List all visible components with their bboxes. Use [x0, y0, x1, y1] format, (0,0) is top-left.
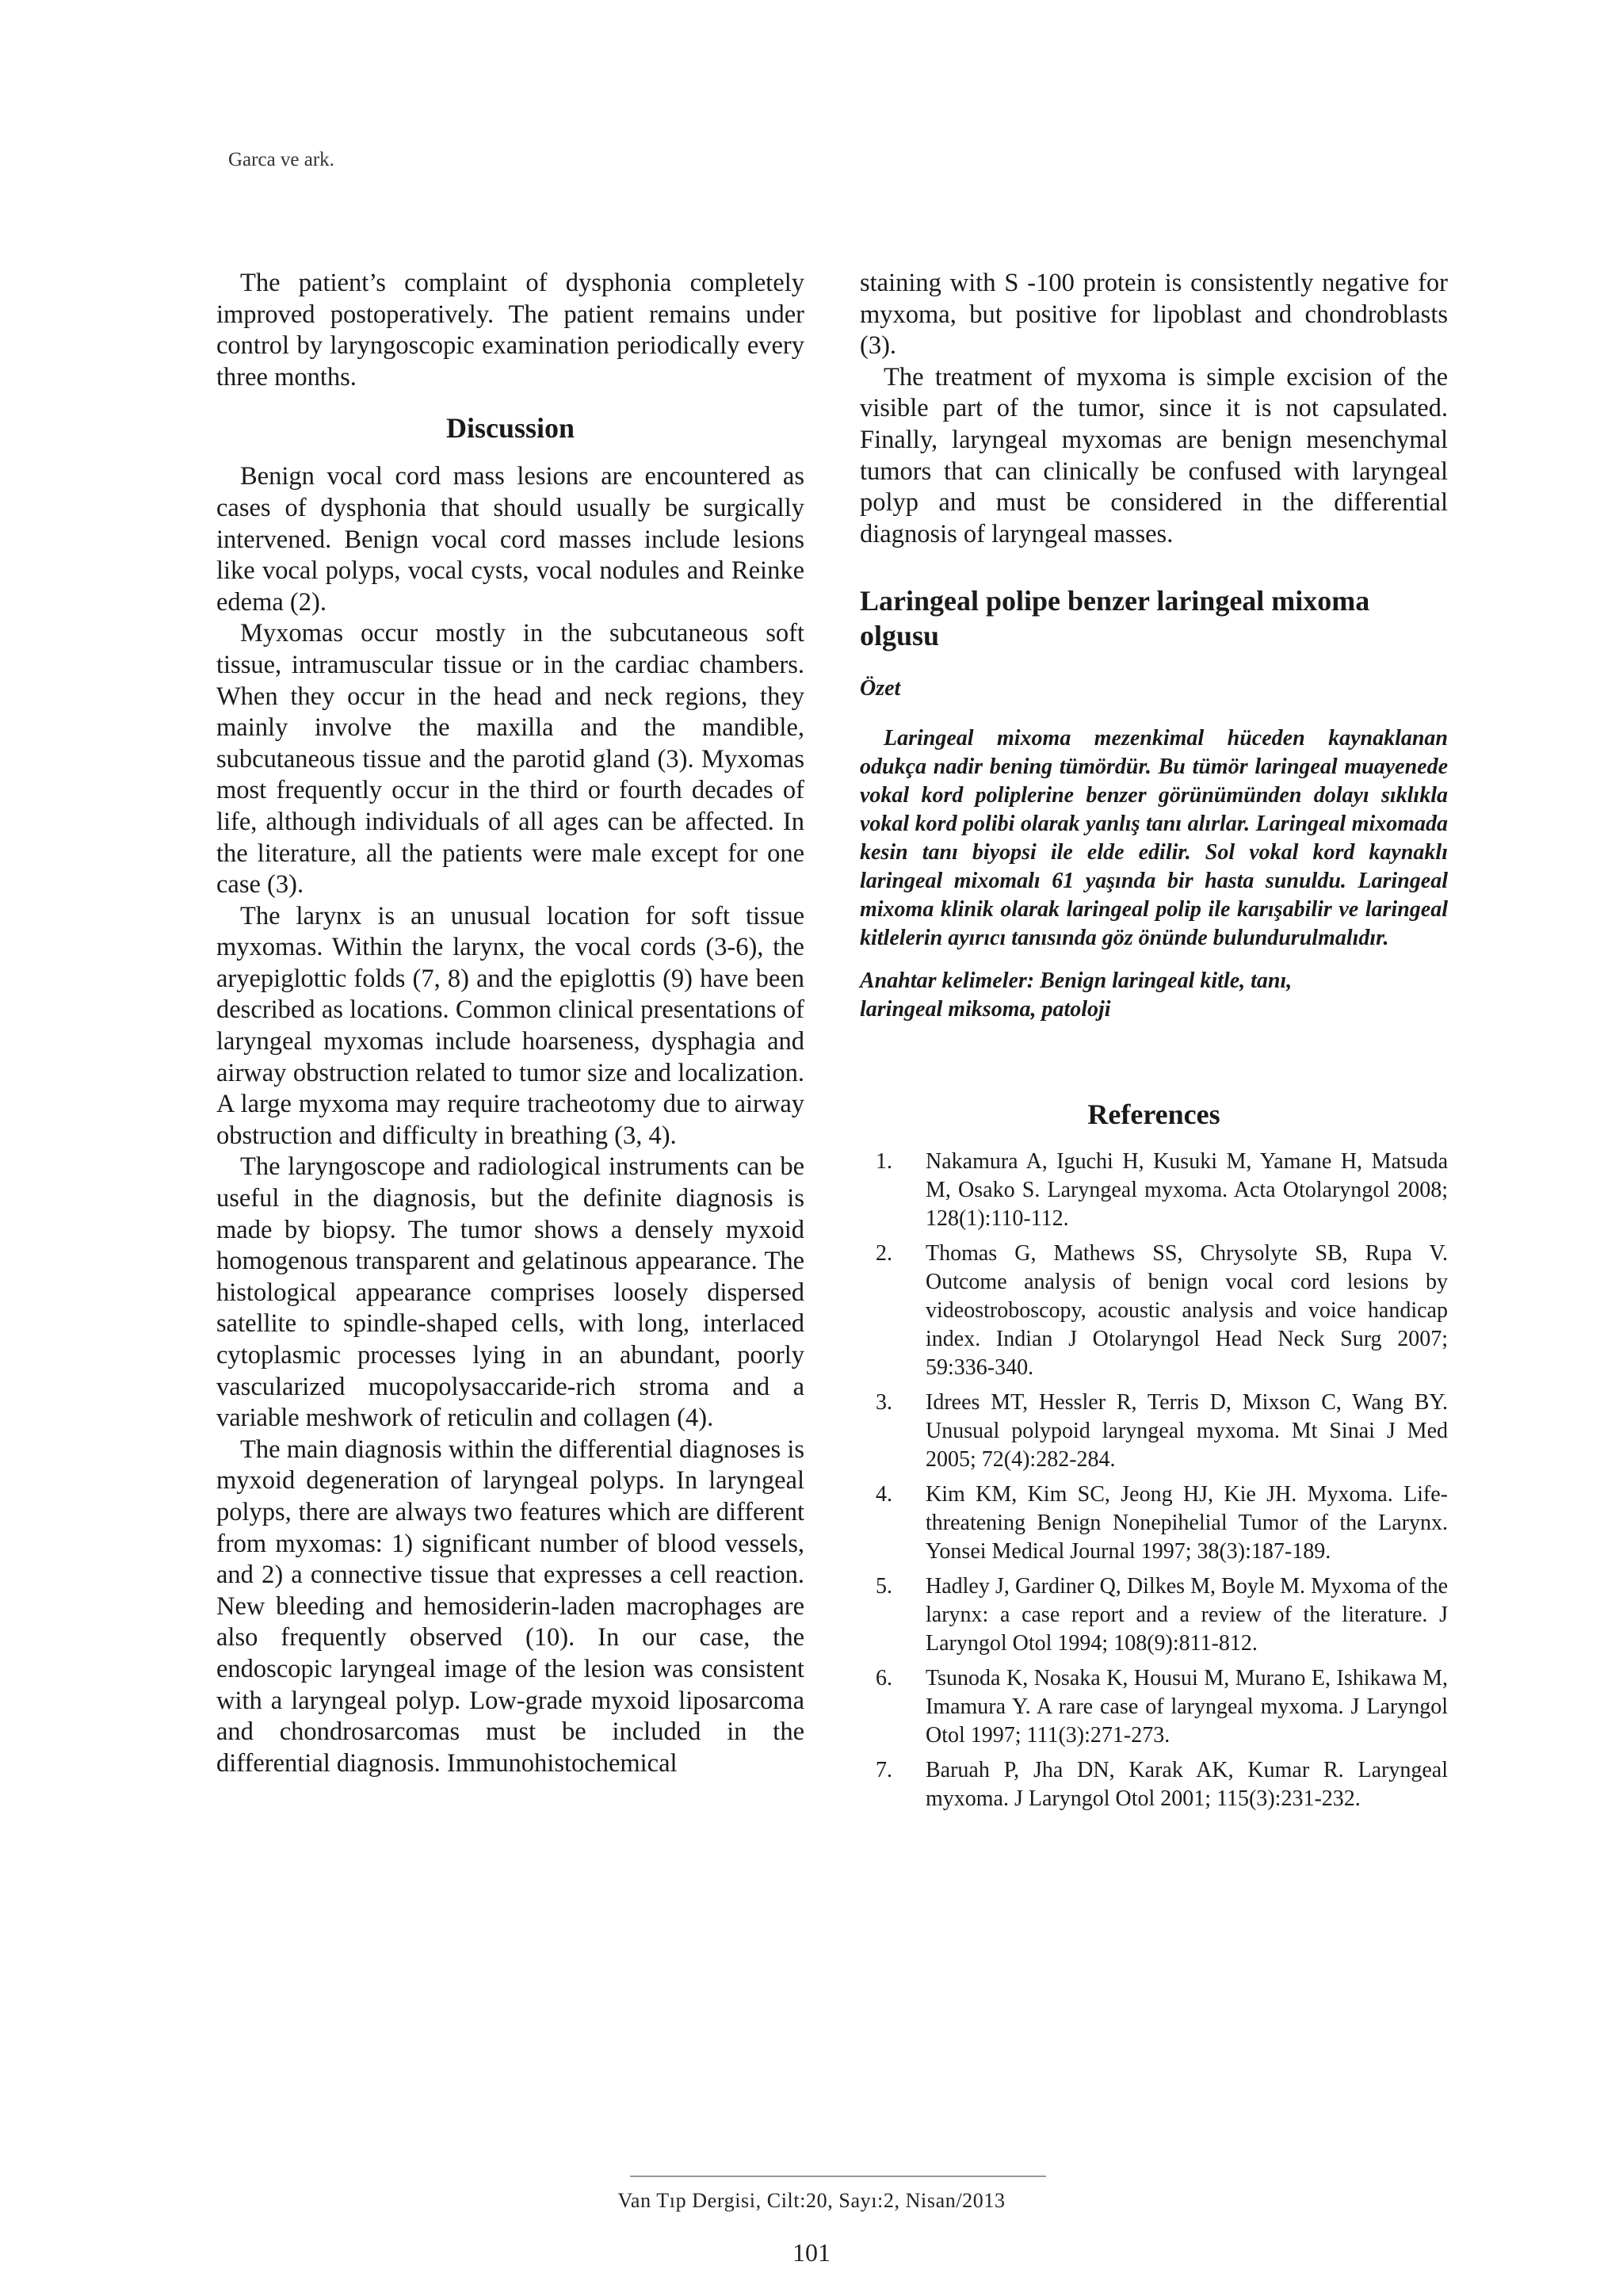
reference-item [860, 1389, 1448, 1474]
reference-text: Baruah P, Jha DN, Karak AK, Kumar R. Laryngeal myxoma. J Laryngol Otol 2001; 115(3):231-232. [926, 1758, 1448, 1812]
reference-number: 7. [876, 1758, 892, 1783]
discussion-paragraph-2: Myxomas occur mostly in the subcutaneous soft tissue, intramuscular tissue or in the cardiac chambers. When they occur in the head and neck regions, they mainly involve the maxilla and the mandible, subcutaneous tissue and the parotid gland (3). Myxomas most frequently occur in the third or fourth decades of life, although individuals of all ages can be affected. In the literature, all the patients were male except for one case (3). [216, 619, 804, 900]
reference-item [860, 1756, 1448, 1813]
discussion-heading: Discussion [445, 412, 575, 445]
references-list [860, 1148, 1448, 1813]
keywords-line-1: Anahtar kelimeler: Benign laringeal kitle, tanı, [860, 968, 1293, 994]
reference-number: 4. [876, 1482, 892, 1507]
abstract-label: Özet [860, 676, 901, 701]
reference-item [860, 1572, 1448, 1658]
intro-paragraph: The patient’s complaint of dysphonia completely improved postoperatively. The patient remains under control by laryngoscopic examination periodically every three months. [216, 269, 804, 392]
keywords [860, 967, 1448, 1024]
references-heading: References [1087, 1098, 1220, 1131]
turkish-title: Laringeal polipe benzer laringeal mixoma olgusu [860, 585, 1370, 652]
reference-text: Kim KM, Kim SC, Jeong HJ, Kie JH. Myxoma. Life-threatening Benign Nonepihelial Tumor of the Larynx. Yonsei Medical Journal 1997; 38(3):187-189. [926, 1482, 1448, 1564]
reference-text: Nakamura A, Iguchi H, Kusuki M, Yamane H, Matsuda M, Osako S. Laryngeal myxoma. Acta Otolaryngol 2008; 128(1):110-112. [926, 1149, 1448, 1232]
discussion-paragraph-5: The main diagnosis within the differential diagnoses is myxoid degeneration of laryngeal polyps. In laryngeal polyps, there are always two features which are different from myxomas: 1) significant number of blood vessels, and 2) a connective tissue that expresses a cell reaction. New bleeding and hemosiderin-laden macrophages are also frequently observed (10). In our case, the endoscopic laryngeal image of the lesion was consistent with a laryngeal polyp. Low-grade myxoid liposarcoma and chondrosarcomas must be included in the differential diagnosis. Immunohistochemical [216, 1435, 804, 1778]
reference-item [860, 1664, 1448, 1750]
right-column [860, 268, 1448, 1820]
reference-number: 1. [876, 1149, 892, 1175]
reference-number: 5. [876, 1574, 892, 1599]
abstract-text: Laringeal mixoma mezenkimal hüceden kaynaklanan odukça nadir bening tümördür. Bu tümör laringeal muayenede vokal kord poliplerine benzer görünümünden dolayı sıklıkla vokal kord polibi olarak yanlış tanı alırlar. Laringeal mixomada kesin tanı biyopsi ile elde edilir. Sol vokal kord kaynaklı laringeal mixomalı 61 yaşında bir hasta sunuldu. Laringeal mixoma klinik olarak laringeal polip ile karışabilir ve laringeal kitlelerin ayırıcı tanısında göz önünde bulundurulmalıdır. [860, 726, 1448, 951]
discussion-paragraph-3: The larynx is an unusual location for soft tissue myxomas. Within the larynx, the vocal cords (3-6), the aryepiglottic folds (7, 8) and the epiglottis (9) have been described as locations. Common clinical presentations of laryngeal myxomas include hoarseness, dysphagia and airway obstruction related to tumor size and localization. A large myxoma may require tracheotomy due to airway obstruction and difficulty in breathing (3, 4). [216, 901, 804, 1150]
treatment-paragraph: The treatment of myxoma is simple excision of the visible part of the tumor, since it is not capsulated. Finally, laryngeal myxomas are benign mesenchymal tumors that can clinically be confused with laryngeal polyp and must be considered in the differential diagnosis of laryngeal masses. [860, 362, 1448, 548]
reference-number: 6. [876, 1666, 892, 1691]
reference-item [860, 1240, 1448, 1382]
left-column [216, 268, 804, 1779]
reference-item [860, 1148, 1448, 1233]
page-number: 101 [792, 2238, 831, 2267]
reference-number: 2. [876, 1241, 892, 1266]
continued-paragraph: staining with S -100 protein is consistently negative for myxoma, but positive for lipoblast and chondroblasts (3). [860, 269, 1448, 361]
footer-divider [630, 2176, 1046, 2177]
discussion-paragraph-1: Benign vocal cord mass lesions are encountered as cases of dysphonia that should usually be surgically intervened. Benign vocal cord masses include lesions like vocal polyps, vocal cysts, vocal nodules and Reinke edema (2). [216, 462, 804, 617]
reference-text: Tsunoda K, Nosaka K, Housui M, Murano E, Ishikawa M, Imamura Y. A rare case of laryngeal myxoma. J Laryngol Otol 1997; 111(3):271-273. [926, 1666, 1448, 1748]
discussion-paragraph-4: The laryngoscope and radiological instruments can be useful in the diagnosis, but the definite diagnosis is made by biopsy. The tumor shows a densely myxoid homogenous transparent and gelatinous appearance. The histological appearance comprises loosely dispersed satellite to spindle-shaped cells, with long, interlaced cytoplasmic processes lying in an abundant, poorly vascularized mucopolysaccaride-rich stroma and a variable meshwork of reticulin and collagen (4). [216, 1152, 804, 1433]
running-head: Garca ve ark. [228, 149, 334, 170]
keywords-line-2: laringeal miksoma, patoloji [860, 997, 1111, 1022]
reference-item [860, 1480, 1448, 1566]
reference-text: Hadley J, Gardiner Q, Dilkes M, Boyle M. Myxoma of the larynx: a case report and a review of the literature. J Laryngol Otol 1994; 108(9):811-812. [926, 1574, 1448, 1656]
reference-text: Idrees MT, Hessler R, Terris D, Mixson C, Wang BY. Unusual polypoid laryngeal myxoma. Mt Sinai J Med 2005; 72(4):282-284. [926, 1390, 1448, 1473]
reference-number: 3. [876, 1390, 892, 1415]
journal-footer: Van Tıp Dergisi, Cilt:20, Sayı:2, Nisan/2013 [617, 2189, 1006, 2212]
reference-text: Thomas G, Mathews SS, Chrysolyte SB, Rupa V. Outcome analysis of benign vocal cord lesions by videostroboscopy, acoustic analysis and voice handicap index. Indian J Otolaryngol Head Neck Surg 2007; 59:336-340. [926, 1241, 1448, 1381]
